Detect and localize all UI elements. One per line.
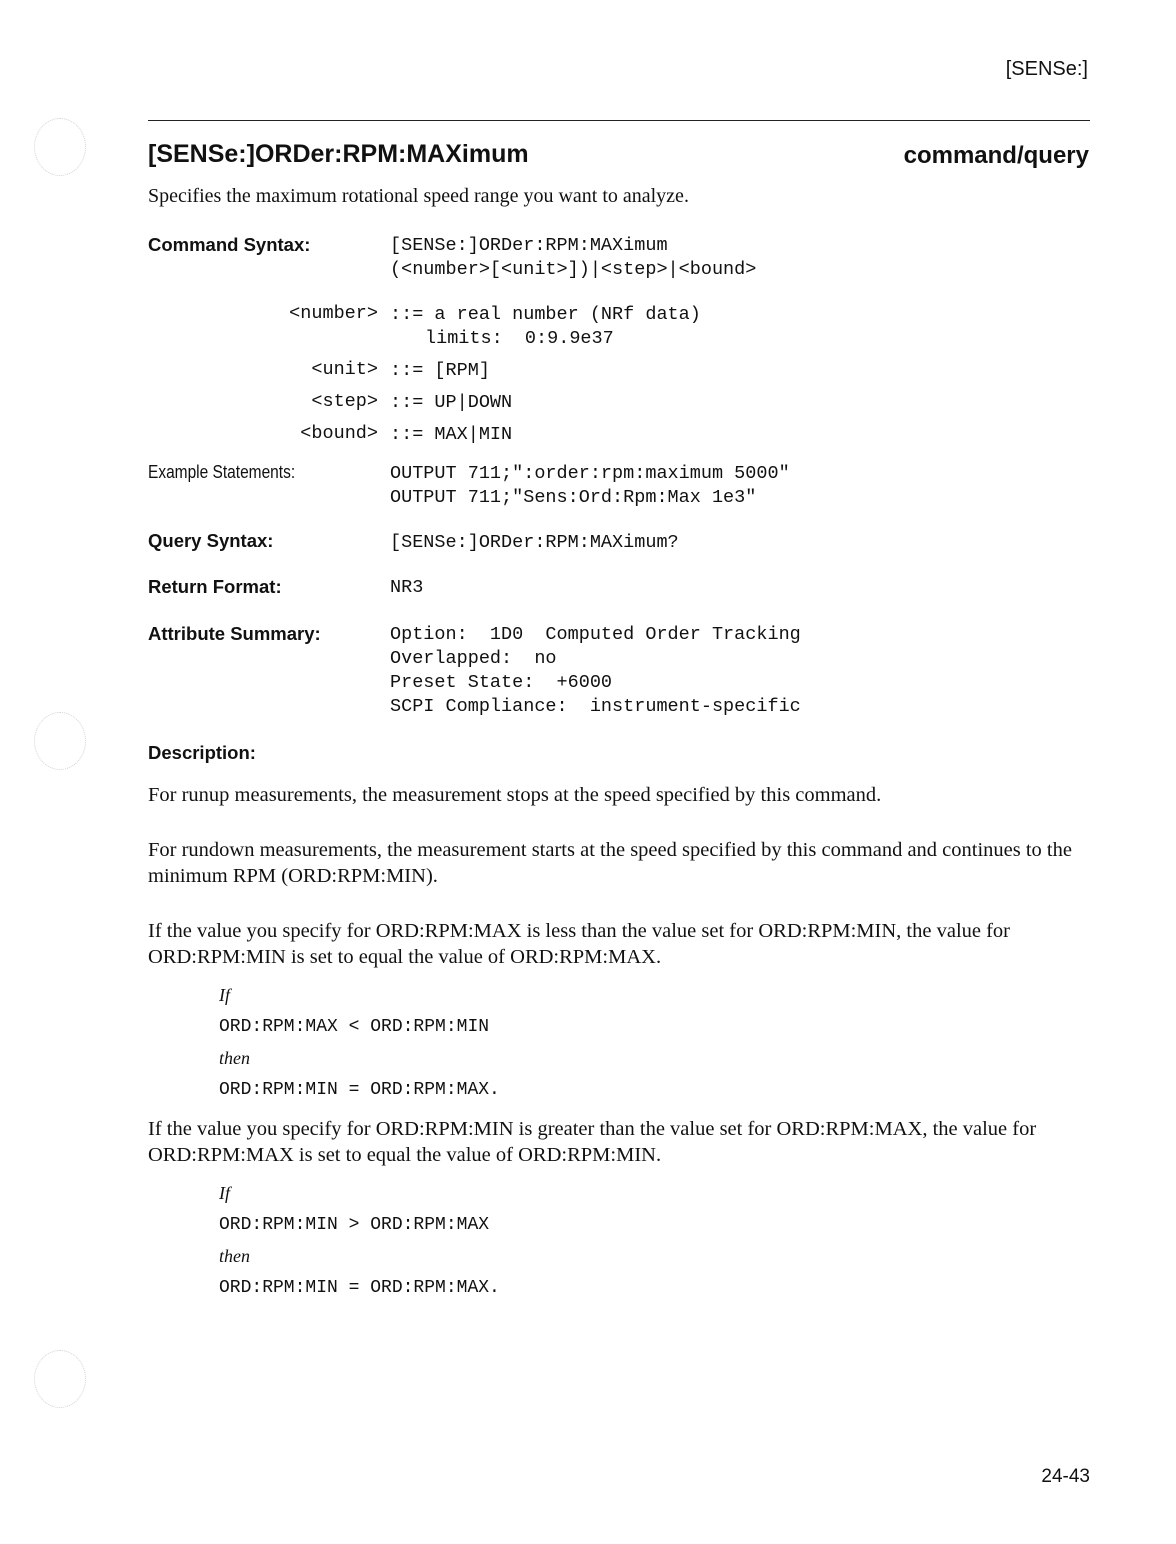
param-def-unit: ::= [RPM]: [390, 360, 490, 381]
rule1-then: then: [219, 1048, 250, 1068]
running-header: [SENSe:]: [1005, 58, 1088, 80]
command-syntax-line1: [SENSe:]ORDer:RPM:MAXimum: [390, 235, 668, 256]
param-def-bound: ::= MAX|MIN: [390, 424, 513, 445]
param-name-number: <number>: [289, 303, 378, 324]
attribute-overlapped: Overlapped: no: [390, 648, 557, 669]
param-def-step: ::= UP|DOWN: [390, 392, 513, 413]
example-statement-1: OUTPUT 711;":order:rpm:maximum 5000": [390, 463, 790, 484]
rule1-if: If: [219, 985, 230, 1005]
binder-hole-middle: [34, 712, 86, 770]
description-paragraph-1: For runup measurements, the measurement stops at the speed specified by this command.: [148, 784, 882, 806]
attribute-scpi-compliance: SCPI Compliance: instrument-specific: [390, 696, 801, 717]
command-type: command/query: [903, 142, 1089, 169]
param-name-bound: <bound>: [300, 423, 378, 444]
command-title: [SENSe:]ORDer:RPM:MAXimum: [148, 140, 529, 168]
query-syntax-label: Query Syntax:: [148, 530, 274, 551]
rule1-result: ORD:RPM:MIN = ORD:RPM:MAX.: [219, 1080, 500, 1100]
rule2-if: If: [219, 1183, 230, 1203]
page-number: 24-43: [1041, 1466, 1090, 1487]
header-rule: [148, 120, 1090, 121]
binder-hole-bottom: [34, 1350, 86, 1408]
rule1-condition: ORD:RPM:MAX < ORD:RPM:MIN: [219, 1017, 490, 1037]
description-paragraph-3: If the value you specify for ORD:RPM:MAX is less than the value set for ORD:RPM:MIN, the value for ORD:RPM:MIN is set to equal the value of ORD:RPM:MAX.: [148, 920, 1011, 968]
description-label: Description:: [148, 742, 256, 763]
query-syntax-value: [SENSe:]ORDer:RPM:MAXimum?: [390, 532, 679, 553]
param-limits-number: limits: 0:9.9e37: [425, 328, 614, 349]
attribute-preset-state: Preset State: +6000: [390, 672, 613, 693]
param-def-number: ::= a real number (NRf data): [390, 304, 701, 325]
command-summary: Specifies the maximum rotational speed range you want to analyze.: [148, 185, 689, 207]
description-paragraph-4: If the value you specify for ORD:RPM:MIN is greater than the value set for ORD:RPM:MAX, the value for ORD:RPM:MAX is set to equal the value of ORD:RPM:MIN.: [148, 1118, 1037, 1166]
description-paragraph-2: For rundown measurements, the measurement starts at the speed specified by this command and continues to the minimum RPM (ORD:RPM:MIN).: [148, 839, 1072, 887]
binder-hole-top: [34, 118, 86, 176]
return-format-label: Return Format:: [148, 576, 282, 597]
return-format-value: NR3: [390, 577, 424, 598]
rule2-result: ORD:RPM:MIN = ORD:RPM:MAX.: [219, 1278, 500, 1298]
attribute-summary-label: Attribute Summary:: [148, 623, 321, 644]
param-name-step: <step>: [311, 391, 378, 412]
example-statements-label: Example Statements:: [148, 462, 296, 482]
rule2-then: then: [219, 1246, 250, 1266]
rule2-condition: ORD:RPM:MIN > ORD:RPM:MAX: [219, 1215, 490, 1235]
attribute-option: Option: 1D0 Computed Order Tracking: [390, 624, 801, 645]
param-name-unit: <unit>: [311, 359, 378, 380]
example-statement-2: OUTPUT 711;"Sens:Ord:Rpm:Max 1e3": [390, 487, 757, 508]
command-syntax-line2: (<number>[<unit>])|<step>|<bound>: [390, 259, 757, 280]
command-syntax-label: Command Syntax:: [148, 234, 311, 255]
